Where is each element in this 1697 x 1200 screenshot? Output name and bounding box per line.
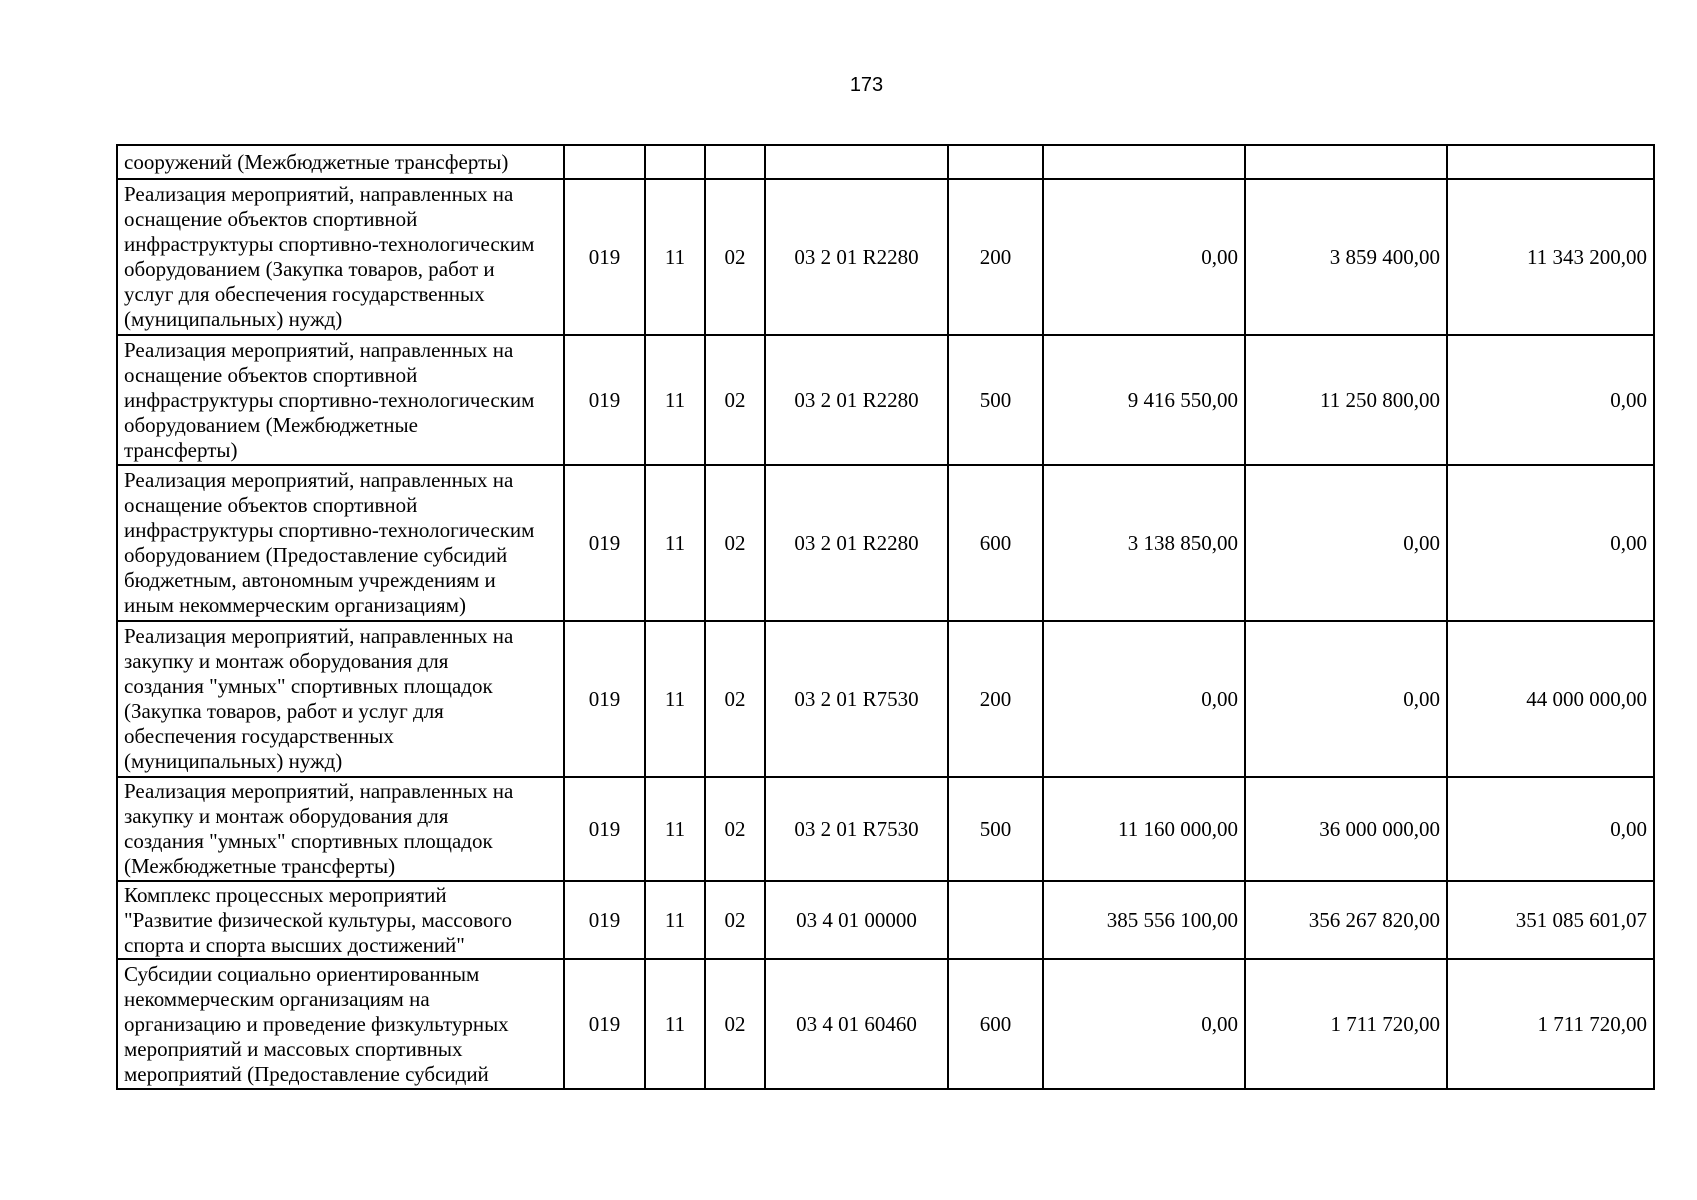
- description-line: Реализация мероприятий, направленных на: [124, 624, 514, 648]
- expense-type-cell: 500: [948, 335, 1043, 465]
- amount-year3-cell: 0,00: [1447, 777, 1654, 881]
- page-number: 173: [849, 74, 884, 96]
- description-cell: [117, 881, 564, 959]
- table-row: [117, 179, 1654, 335]
- expense-type-cell: 600: [948, 465, 1043, 621]
- amount-year3-cell: 1 711 720,00: [1447, 959, 1654, 1089]
- section-cell: 11: [645, 335, 705, 465]
- subsection-cell: 02: [705, 335, 765, 465]
- amount-year2-cell: 0,00: [1245, 465, 1447, 621]
- grbs-cell: [564, 145, 645, 179]
- budget-table: [116, 144, 1655, 1090]
- description-line: инфраструктуры спортивно-технологическим: [124, 232, 535, 256]
- description-line: сооружений (Межбюджетные трансферты): [124, 149, 509, 174]
- description-line: оснащение объектов спортивной: [124, 362, 418, 387]
- amount-year2-cell: [1245, 145, 1447, 179]
- description-line: обеспечения государственных: [124, 724, 394, 748]
- expense-type-cell: 600: [948, 959, 1043, 1089]
- target-article-cell: [765, 145, 948, 179]
- section-cell: 11: [645, 881, 705, 959]
- subsection-cell: 02: [705, 777, 765, 881]
- description-line: трансферты): [124, 437, 238, 462]
- description-line: оснащение объектов спортивной: [124, 493, 418, 517]
- description-line: мероприятий и массовых спортивных: [124, 1036, 463, 1061]
- amount-year1-cell: 9 416 550,00: [1043, 335, 1245, 465]
- subsection-cell: 02: [705, 465, 765, 621]
- expense-type-cell: 500: [948, 777, 1043, 881]
- amount-year3-cell: 11 343 200,00: [1447, 179, 1654, 335]
- expense-type-cell: 200: [948, 621, 1043, 777]
- target-article-cell: 03 2 01 R2280: [765, 465, 948, 621]
- description-cell: [117, 621, 564, 777]
- description-line: создания "умных" спортивных площадок: [124, 674, 493, 698]
- amount-year3-cell: 0,00: [1447, 335, 1654, 465]
- table-row: [117, 621, 1654, 777]
- description-cell: [117, 465, 564, 621]
- amount-year2-cell: 0,00: [1245, 621, 1447, 777]
- target-article-cell: 03 4 01 60460: [765, 959, 948, 1089]
- description-line: организацию и проведение физкультурных: [124, 1011, 509, 1036]
- description-line: оснащение объектов спортивной: [124, 207, 418, 231]
- expense-type-cell: [948, 145, 1043, 179]
- description-line: инфраструктуры спортивно-технологическим: [124, 387, 535, 412]
- description-line: оборудованием (Закупка товаров, работ и: [124, 257, 495, 281]
- description-cell: [117, 777, 564, 881]
- section-cell: 11: [645, 621, 705, 777]
- expense-type-cell: 200: [948, 179, 1043, 335]
- description-line: (муниципальных) нужд): [124, 749, 343, 773]
- amount-year1-cell: [1043, 145, 1245, 179]
- description-line: бюджетным, автономным учреждениям и: [124, 568, 496, 592]
- description-line: инфраструктуры спортивно-технологическим: [124, 518, 535, 542]
- description-line: закупку и монтаж оборудования для: [124, 804, 449, 828]
- subsection-cell: 02: [705, 179, 765, 335]
- amount-year3-cell: 0,00: [1447, 465, 1654, 621]
- grbs-cell: 019: [564, 621, 645, 777]
- description-line: (Межбюджетные трансферты): [124, 854, 396, 878]
- amount-year2-cell: 3 859 400,00: [1245, 179, 1447, 335]
- grbs-cell: 019: [564, 777, 645, 881]
- section-cell: 11: [645, 179, 705, 335]
- amount-year3-cell: [1447, 145, 1654, 179]
- amount-year3-cell: 351 085 601,07: [1447, 881, 1654, 959]
- amount-year1-cell: 0,00: [1043, 179, 1245, 335]
- description-cell: [117, 335, 564, 465]
- description-line: иным некоммерческим организациям): [124, 593, 466, 617]
- description-line: оборудованием (Межбюджетные: [124, 412, 418, 437]
- grbs-cell: 019: [564, 881, 645, 959]
- description-line: (Закупка товаров, работ и услуг для: [124, 699, 444, 723]
- section-cell: 11: [645, 959, 705, 1089]
- target-article-cell: 03 2 01 R7530: [765, 621, 948, 777]
- grbs-cell: 019: [564, 335, 645, 465]
- section-cell: 11: [645, 777, 705, 881]
- table-row: [117, 145, 1654, 179]
- description-line: некоммерческим организациям на: [124, 986, 430, 1011]
- amount-year2-cell: 1 711 720,00: [1245, 959, 1447, 1089]
- table-row: [117, 777, 1654, 881]
- grbs-cell: 019: [564, 959, 645, 1089]
- description-line: спорта и спорта высших достижений": [124, 932, 465, 957]
- description-line: создания "умных" спортивных площадок: [124, 829, 493, 853]
- table-row: [117, 881, 1654, 959]
- description-line: Реализация мероприятий, направленных на: [124, 779, 514, 803]
- amount-year2-cell: 36 000 000,00: [1245, 777, 1447, 881]
- target-article-cell: 03 2 01 R2280: [765, 335, 948, 465]
- grbs-cell: 019: [564, 179, 645, 335]
- description-line: Субсидии социально ориентированным: [124, 961, 480, 986]
- amount-year1-cell: 0,00: [1043, 621, 1245, 777]
- description-cell: [117, 145, 564, 179]
- subsection-cell: [705, 145, 765, 179]
- subsection-cell: 02: [705, 621, 765, 777]
- description-line: закупку и монтаж оборудования для: [124, 649, 449, 673]
- amount-year1-cell: 0,00: [1043, 959, 1245, 1089]
- description-line: услуг для обеспечения государственных: [124, 282, 485, 306]
- description-line: Реализация мероприятий, направленных на: [124, 468, 514, 492]
- section-cell: [645, 145, 705, 179]
- description-line: оборудованием (Предоставление субсидий: [124, 543, 508, 567]
- description-line: Реализация мероприятий, направленных на: [124, 182, 514, 206]
- target-article-cell: 03 4 01 00000: [765, 881, 948, 959]
- grbs-cell: 019: [564, 465, 645, 621]
- table-row: [117, 465, 1654, 621]
- description-line: (муниципальных) нужд): [124, 307, 343, 331]
- amount-year1-cell: 385 556 100,00: [1043, 881, 1245, 959]
- subsection-cell: 02: [705, 881, 765, 959]
- description-line: Реализация мероприятий, направленных на: [124, 337, 514, 362]
- target-article-cell: 03 2 01 R7530: [765, 777, 948, 881]
- amount-year3-cell: 44 000 000,00: [1447, 621, 1654, 777]
- description-line: Комплекс процессных мероприятий: [124, 882, 447, 907]
- section-cell: 11: [645, 465, 705, 621]
- subsection-cell: 02: [705, 959, 765, 1089]
- table-row: [117, 335, 1654, 465]
- target-article-cell: 03 2 01 R2280: [765, 179, 948, 335]
- table-row: [117, 959, 1654, 1089]
- amount-year2-cell: 356 267 820,00: [1245, 881, 1447, 959]
- description-cell: [117, 179, 564, 335]
- amount-year1-cell: 3 138 850,00: [1043, 465, 1245, 621]
- expense-type-cell: [948, 881, 1043, 959]
- amount-year2-cell: 11 250 800,00: [1245, 335, 1447, 465]
- amount-year1-cell: 11 160 000,00: [1043, 777, 1245, 881]
- description-cell: [117, 959, 564, 1089]
- table-body: [117, 145, 1654, 1089]
- description-line: мероприятий (Предоставление субсидий: [124, 1061, 489, 1086]
- description-line: "Развитие физической культуры, массового: [124, 907, 512, 932]
